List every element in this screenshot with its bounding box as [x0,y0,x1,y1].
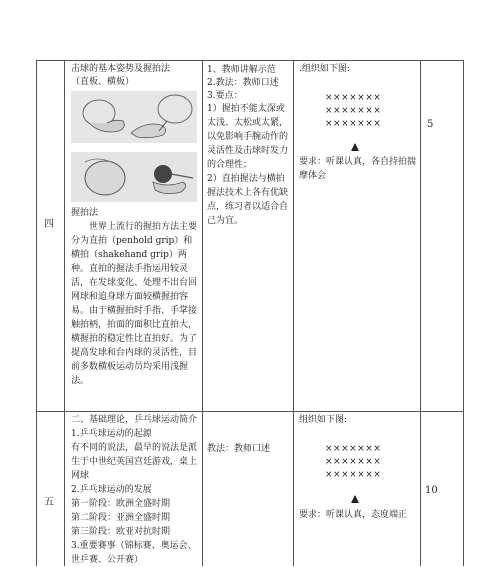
theory-line: 二、基础理论，乒乓球运动简介 [71,415,198,425]
method-line: 2.教法：教师口述 [207,78,279,88]
organization-title: 组织如下图: [299,415,348,425]
theory-line: 3.重要赛事（锦标赛、奥运会、世乒赛、公开赛） [71,541,197,565]
grip-paragraph: 世界上流行的握拍方法主要分为直拍（penhold grip）和横拍（shakehand grip）两种。直拍的握法手指运用较灵活，在发球变化、处理不出台回网球和追身球方面较横握拍容易。由于横握拍时手指、手掌接触拍柄，拍面的面积比直拍大，横握拍的稳定性比直拍好。为了提高发球和台内球的灵活性，目前多数横板运动员均采用浅握法。 [71,222,198,386]
student-formation-row: ××××××× [325,119,382,129]
theory-line: 第三阶段：欧亚对抗时期 [71,527,171,537]
method-line: 教法：教师口述 [207,444,271,454]
method-line: 2）直拍握法与横拍握法技术上各有优缺点，练习者以适合自己为宜。 [207,174,289,226]
requirement-text: 要求：听课认真，态度端正 [299,510,408,520]
theory-line: 第二阶段：亚洲全盛时期 [71,513,171,523]
grip-photo-penhold [71,91,197,143]
method-line: 3.要点： [207,91,243,101]
row-divider [36,411,464,412]
time-value: 10 [425,485,438,496]
table-border-right [463,60,464,566]
section-subtitle: （直板、横板） [71,77,135,87]
theory-line: 有不同的说法，最早的说法是派生于中世纪英国宫廷游戏，桌上网球 [71,443,198,481]
column-divider [293,60,294,566]
row-number: 四 [44,219,54,230]
hand-grip-illustration [71,91,197,143]
column-divider [202,60,203,566]
student-formation-row: ××××××× [325,93,382,103]
student-formation-row: ××××××× [325,106,382,116]
student-formation-row: ××××××× [325,470,382,480]
time-value: 5 [427,119,434,130]
hand-grip-illustration [71,152,197,202]
method-line: 1）握拍不能太深或太浅、太松或太紧，以免影响手腕动作的灵活性及击球时发力的合理性； [207,104,289,170]
table-border-left [36,60,37,566]
section-title: 击球的基本姿势及握拍法 [71,64,171,74]
row-number: 五 [44,497,54,508]
table-border-top [36,60,464,61]
theory-line: 2.乒乓球运动的发展 [71,485,152,495]
theory-line: 第一阶段：欧洲全盛时期 [71,499,171,509]
method-line: 1、教师讲解示范 [207,65,276,75]
teacher-triangle-icon [351,143,359,151]
teacher-triangle-icon [351,495,359,503]
grip-photo-shakehand [71,152,197,202]
student-formation-row: ××××××× [325,457,382,467]
grip-label: 握拍法 [71,208,99,218]
column-divider [64,60,65,566]
student-formation-row: ××××××× [325,444,382,454]
organization-title: .组织如下图: [299,64,350,74]
requirement-text: 要求：听课认真，各自持拍揣摩体会 [299,157,417,181]
column-divider [420,60,421,566]
theory-line: 1.乒乓球运动的起源 [71,429,152,439]
